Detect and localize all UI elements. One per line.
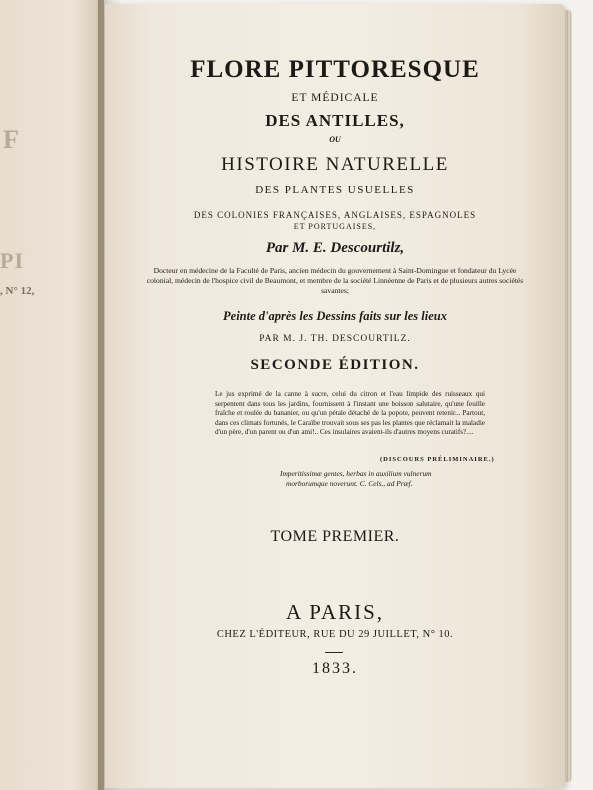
heading: HISTOIRE NATURELLE xyxy=(221,154,449,175)
subtitle-line-1: ET MÉDICALE xyxy=(291,92,379,104)
colonies-line-1: DES COLONIES FRANÇAISES, ANGLAISES, ESPAGNOLES xyxy=(193,210,477,220)
latin-line-1: Imperitissimæ gentes, herbas in auxilium vulnerum xyxy=(280,469,432,478)
conjunction: OU xyxy=(329,135,341,144)
subtitle-line-2: DES ANTILLES, xyxy=(265,111,405,130)
left-page-fragment: PI xyxy=(0,248,24,273)
epigraph-quote: Le jus exprimé de la canne à sucre, celui du citron et l'eau limpide des ruisseaux qui serpentent dans tous les jardins, fournissent à l'instant une boisson salutaire, qu'une feuille fraîche et roulée du bananier, ou qu'un pétale détaché de la popote, peuvent retenir... Partout, dans ces climats fortunés, le Caraïbe trouvait sous ses pas les plantes que réclamait la maladie d'un père, d'un parent ou d'un ami!.. Ces insulaires avaient-ils d'autres moyens curatifs?.... xyxy=(215,390,485,437)
main-title: FLORE PITTORESQUE xyxy=(190,56,480,83)
volume-label: TOME PREMIER. xyxy=(270,528,400,545)
quote-source: (DISCOURS PRÉLIMINAIRE.) xyxy=(380,456,495,463)
left-page-fragment: F xyxy=(3,125,19,154)
divider-rule xyxy=(325,652,343,653)
title-page xyxy=(105,4,565,788)
author-name: Par M. E. Descourtilz, xyxy=(265,240,405,256)
publication-city: A PARIS, xyxy=(285,600,385,624)
author-bio: Docteur en médecine de la Faculté de Paris, ancien médecin du gouvernement à Saint-Domingue et fondateur du Lycée colonial, médecin de l'hospice civil de Beaumont, et membre de la société Linnéenne de Paris et de plusieurs autres sociétés savantes; xyxy=(146,266,524,295)
subheading: DES PLANTES USUELLES xyxy=(255,184,415,196)
latin-epigraph xyxy=(280,469,480,488)
illustrator-name: PAR M. J. TH. DESCOURTILZ. xyxy=(259,334,411,344)
left-page-fragment: , N° 12, xyxy=(0,285,35,297)
publisher-address: CHEZ L'ÉDITEUR, RUE DU 29 JUILLET, N° 10. xyxy=(216,629,454,640)
colonies-line-2: ET PORTUGAISES, xyxy=(293,222,377,231)
left-facing-page xyxy=(0,0,104,790)
illustration-credit: Peinte d'après les Dessins faits sur les lieux xyxy=(223,309,447,323)
edition-label: SECONDE ÉDITION. xyxy=(250,357,420,373)
publication-year: 1833. xyxy=(312,660,358,677)
latin-line-2: morborumque noverunt. C. Cels., ad Præf. xyxy=(286,478,413,488)
